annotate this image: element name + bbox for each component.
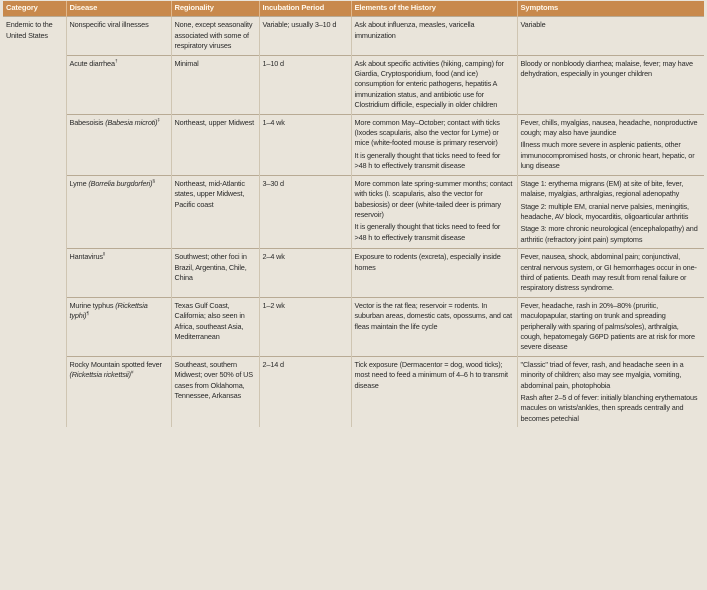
regionality-cell: Minimal [171, 55, 259, 114]
table-row [3, 175, 704, 248]
header-symptoms: Symptoms [517, 1, 704, 17]
disease-pathogen: (Rickettsia typhi) [69, 300, 148, 321]
regionality-cell: Southeast, southern Midwest; over 50% of US cases from Oklahoma, Tennessee, Arkansas [171, 356, 259, 427]
table-row [3, 114, 704, 175]
disease-name: Lyme [69, 178, 87, 188]
disease-pathogen: (Borrelia burgdorferi) [88, 178, 153, 188]
footnote-marker: # [130, 370, 134, 376]
footnote-marker: ‖ [102, 252, 105, 258]
incubation-cell: 2–4 wk [259, 249, 351, 298]
symptoms-paragraph: Fever, chills, myalgias, nausea, headache, nonproductive cough; may also have jaundice [520, 117, 698, 138]
header-incubation-period: Incubation Period [259, 1, 351, 17]
category-cell: Endemic to the United States [3, 17, 66, 427]
footnote-marker: ¶ [86, 311, 89, 317]
disease-cell [66, 356, 171, 427]
symptoms-paragraph: Stage 3: more chronic neurological (encephalopathy) and arthritic (refractory joint pain) symptoms [520, 224, 698, 244]
symptoms-cell [517, 114, 704, 175]
history-cell [351, 297, 517, 356]
symptoms-paragraph: "Classic" triad of fever, rash, and headache seen in a minority of children; also may see myalgia, vomiting, abdominal pain, photophobia [520, 359, 684, 390]
regionality-cell: Southwest; other foci in Brazil, Argentina, Chile, China [171, 249, 259, 298]
history-paragraph: More common late spring-summer months; contact with ticks (I. scapularis, also the vector for babesiosis) or deer (white-tailed deer is primary reservoir) [354, 178, 513, 219]
disease-name: Murine typhus [69, 300, 114, 310]
history-paragraph: Ask about influenza, measles, varicella immunization [354, 20, 475, 40]
incubation-cell: 1–2 wk [259, 297, 351, 356]
incubation-cell: Variable; usually 3–10 d [259, 17, 351, 55]
history-cell [351, 356, 517, 427]
disease-table [3, 1, 704, 427]
symptoms-cell [517, 55, 704, 114]
history-paragraph: Ask about specific activities (hiking, camping) for Giardia, Cryptosporidium, food (and ice) consumption for enteric pathogens, hepatitis A immunization status, and antibiotic use for Clostridium difficile, especially in older children [354, 58, 504, 110]
disease-cell [66, 55, 171, 114]
symptoms-paragraph: Bloody or nonbloody diarrhea; malaise, fever; may have dehydration, especially in younger children [520, 58, 693, 79]
symptoms-paragraph: Rash after 2–5 d of fever: initially blanching erythematous macules on wrists/ankles, then spreads centrally and becomes petechial [520, 393, 698, 423]
history-cell [351, 114, 517, 175]
disease-name: Acute diarrhea [69, 58, 115, 68]
history-paragraph: More common May–October; contact with ticks (Ixodes scapularis, also the vector for Lyme) or mice (white-footed mouse is primary reservoir) [354, 117, 500, 148]
header-disease: Disease [66, 1, 171, 17]
header-history: Elements of the History [351, 1, 517, 17]
disease-cell [66, 175, 171, 248]
history-paragraph: Tick exposure (Dermacentor = dog, wood ticks); most need to feed a minimum of 4–6 h to transmit disease [354, 359, 508, 390]
history-paragraph: It is generally thought that ticks need to feed for >48 h to effectively transmit disease [354, 222, 501, 242]
incubation-cell: 1–4 wk [259, 114, 351, 175]
symptoms-cell [517, 249, 704, 298]
regionality-cell: Northeast, upper Midwest [171, 114, 259, 175]
symptoms-paragraph: Stage 2: multiple EM, cranial nerve palsies, meningitis, headache, AV block, myocarditis, oligoarticular arthritis [520, 201, 689, 221]
symptoms-cell [517, 356, 704, 427]
table-row [3, 55, 704, 114]
header-category: Category [3, 1, 66, 17]
disease-cell [66, 17, 171, 55]
regionality-cell: Texas Gulf Coast, California; also seen in Africa, southeast Asia, Mediterranean [171, 297, 259, 356]
symptoms-paragraph: Fever, nausea, shock, abdominal pain; conjunctival, central nervous system, or GI hemorrhages occur in one-third of patients. Death may result from renal failure or respiratory distress syndrome. [520, 252, 697, 293]
incubation-cell: 3–30 d [259, 175, 351, 248]
incubation-cell: 2–14 d [259, 356, 351, 427]
disease-name: Babesoisis [69, 117, 104, 127]
regionality-cell: None, except seasonality associated with some of respiratory viruses [171, 17, 259, 55]
footnote-marker: § [152, 179, 155, 185]
symptoms-paragraph: Stage 1: erythema migrans (EM) at site of bite, fever, malaise, myalgias, arthralgias, regional adenopathy [520, 178, 684, 199]
symptoms-cell [517, 17, 704, 55]
regionality-cell: Northeast, mid-Atlantic states, upper Midwest, Pacific coast [171, 175, 259, 248]
disease-pathogen: (Rickettsia rickettsii) [69, 370, 131, 380]
history-cell [351, 55, 517, 114]
symptoms-paragraph: Variable [520, 20, 546, 30]
table-row [3, 17, 704, 55]
history-paragraph: Vector is the rat flea; reservoir = rodents. In suburban areas, domestic cats, opossums, and cat fleas maintain the life cycle [354, 300, 512, 331]
footnote-marker: † [114, 59, 118, 65]
table-row [3, 249, 704, 298]
disease-name: Hantavirus [69, 252, 103, 262]
table-row [3, 356, 704, 427]
symptoms-paragraph: Illness much more severe in asplenic patients, other immunocompromised hosts, or chronic heart, hepatic, or lung disease [520, 140, 695, 171]
disease-name: Nonspecific viral illnesses [69, 20, 149, 30]
disease-cell [66, 297, 171, 356]
disease-pathogen: (Babesia microti) [105, 117, 158, 127]
incubation-cell: 1–10 d [259, 55, 351, 114]
symptoms-cell [517, 175, 704, 248]
table-row [3, 297, 704, 356]
history-cell [351, 249, 517, 298]
disease-cell [66, 114, 171, 175]
table-header-row [3, 1, 704, 17]
history-cell [351, 17, 517, 55]
symptoms-paragraph: Fever, headache, rash in 20%–80% (pruritic, maculopapular, starting on trunk and spreading peripherally with sparing of palms/soles), arthralgia, cough, hepatomegaly G6PD patients are at risk for more severe disease [520, 300, 695, 352]
history-paragraph: It is generally thought that ticks need to feed for >48 h to effectively transmit disease [354, 150, 501, 171]
footnote-marker: ‡ [157, 118, 160, 124]
disease-cell [66, 249, 171, 298]
history-paragraph: Exposure to rodents (excreta), especially inside homes [354, 252, 501, 272]
disease-name: Rocky Mountain spotted fever [69, 359, 162, 369]
history-cell [351, 175, 517, 248]
header-regionality: Regionality [171, 1, 259, 17]
symptoms-cell [517, 297, 704, 356]
